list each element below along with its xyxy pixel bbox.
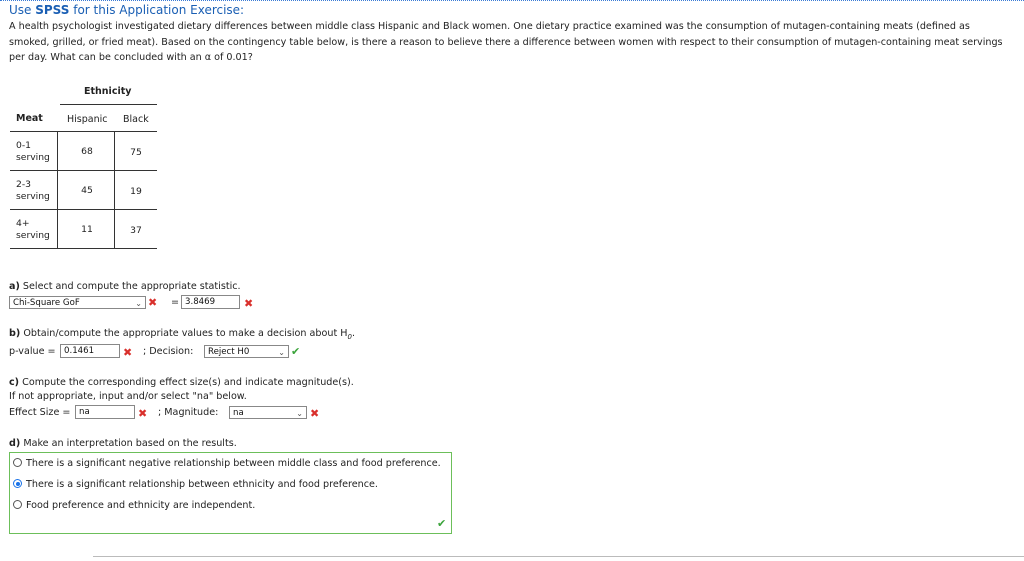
radio-button[interactable] <box>13 458 22 467</box>
table-line <box>10 131 157 132</box>
pvalue-input[interactable]: 0.1461 <box>60 344 120 358</box>
row-label: 4+ serving <box>16 218 50 241</box>
statistic-select[interactable]: Chi-Square GoF ⌄ <box>9 296 146 309</box>
correct-check-icon: ✔ <box>291 345 301 358</box>
chevron-down-icon: ⌄ <box>296 409 303 418</box>
table-cell: 11 <box>81 224 93 235</box>
table-line <box>114 131 115 249</box>
table-line <box>10 209 157 210</box>
effect-size-input[interactable]: na <box>75 405 135 419</box>
table-cell: 19 <box>130 186 142 197</box>
incorrect-icon: ✖ <box>138 407 148 420</box>
incorrect-icon: ✖ <box>310 407 320 420</box>
magnitude-select[interactable]: na ⌄ <box>229 406 307 419</box>
table-line <box>10 170 157 171</box>
statistic-value-input[interactable]: 3.8469 <box>181 295 240 309</box>
table-line <box>10 248 157 249</box>
part-a-prompt: a) Select and compute the appropriate statistic. <box>9 281 241 292</box>
row-label: 2-3 serving <box>16 179 50 202</box>
interpretation-options <box>9 452 452 534</box>
correct-check-icon: ✔ <box>437 517 447 530</box>
magnitude-label: ; Magnitude: <box>158 407 219 418</box>
table-line <box>57 131 58 249</box>
problem-statement: A health psychologist investigated dietary differences between middle class Hispanic and Black women. One dietary practice examined was the consumption of mutagen-containing meats (defined as smoked, grilled, or fried meat). Based on the contingency table below, is there a reason to believe there a difference between women with respect to their consumption of mutagen-containing meat servings per day. What can be concluded with an α of 0.01? <box>9 21 1003 63</box>
title-suffix: for this Application Exercise: <box>69 3 245 17</box>
top-divider <box>0 0 1024 2</box>
table-cell: 68 <box>81 146 93 157</box>
incorrect-icon: ✖ <box>148 296 158 309</box>
radio-button-selected[interactable] <box>13 479 22 488</box>
chevron-down-icon: ⌄ <box>278 348 285 357</box>
title-spss: SPSS <box>35 3 70 17</box>
col-header-hispanic: Hispanic <box>67 114 108 125</box>
effect-size-label: Effect Size = <box>9 407 71 418</box>
table-cell: 37 <box>130 225 142 236</box>
option-row[interactable]: There is a significant negative relationship between middle class and food preference. <box>13 458 441 469</box>
contingency-table <box>10 131 157 249</box>
decision-label: ; Decision: <box>143 346 194 357</box>
bottom-divider <box>93 556 1024 557</box>
equals-sign: = <box>171 297 180 308</box>
option-row[interactable]: There is a significant relationship between ethnicity and food preference. <box>13 479 378 490</box>
title-prefix: Use <box>9 3 36 17</box>
table-cell: 45 <box>81 185 93 196</box>
meat-header: Meat <box>16 113 43 124</box>
part-c-note: If not appropriate, input and/or select "na" below. <box>9 391 247 402</box>
incorrect-icon: ✖ <box>244 297 254 310</box>
row-label: 0-1 serving <box>16 140 50 163</box>
part-d-prompt: d) Make an interpretation based on the results. <box>9 438 237 449</box>
part-c-prompt: c) Compute the corresponding effect size(s) and indicate magnitude(s). <box>9 377 354 388</box>
col-header-black: Black <box>123 114 149 125</box>
chevron-down-icon: ⌄ <box>135 299 142 308</box>
decision-select[interactable]: Reject H0 ⌄ <box>204 345 289 358</box>
radio-button[interactable] <box>13 500 22 509</box>
ethnicity-underline <box>60 104 157 105</box>
incorrect-icon: ✖ <box>123 346 133 359</box>
exercise-title <box>9 3 244 17</box>
ethnicity-header: Ethnicity <box>84 86 132 97</box>
part-b-prompt: b) Obtain/compute the appropriate values to make a decision about $H_0$. <box>9 328 356 341</box>
table-cell: 75 <box>130 147 142 158</box>
pvalue-label: p-value = <box>9 346 56 357</box>
option-row[interactable]: Food preference and ethnicity are independent. <box>13 500 255 511</box>
